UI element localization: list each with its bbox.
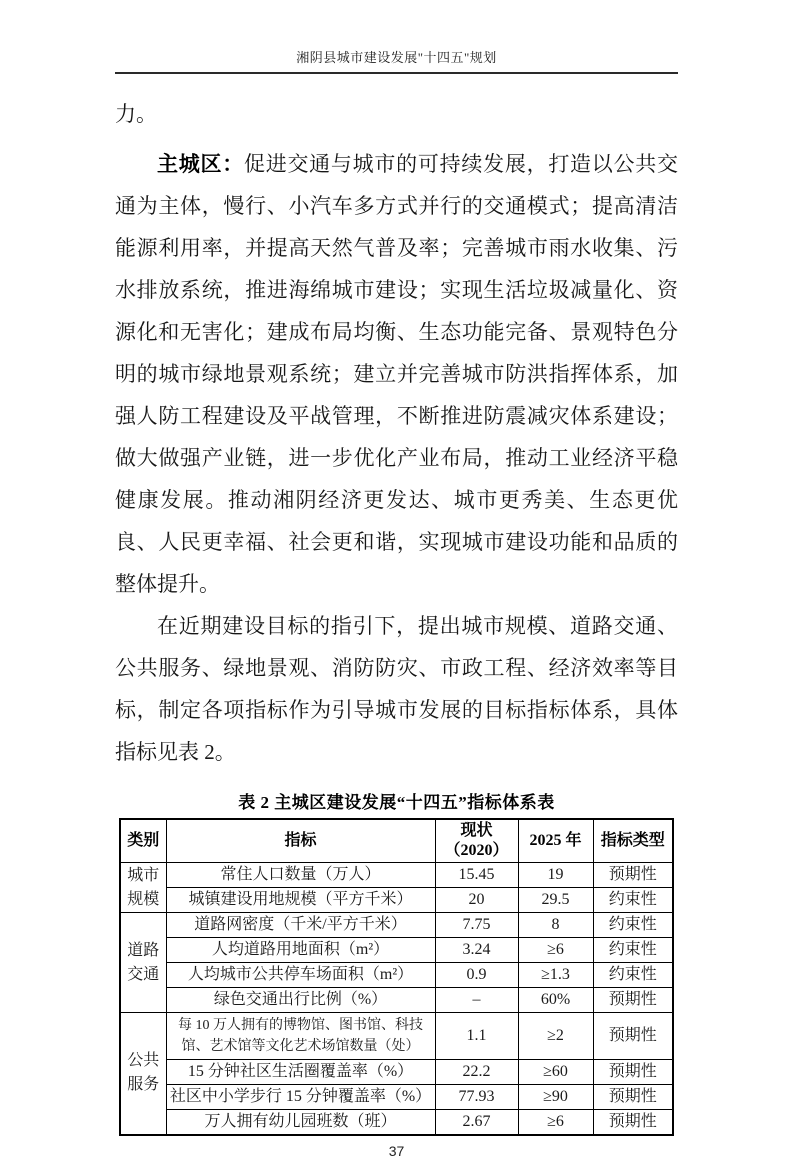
table-row [120, 988, 673, 1013]
cell-type: 约束性 [593, 888, 673, 913]
cell-target: ≥6 [518, 938, 593, 963]
cell-current: 15.45 [435, 863, 518, 888]
table-row [120, 938, 673, 963]
cell-indicator: 道路网密度（千米/平方千米） [166, 913, 435, 938]
cell-type: 约束性 [593, 938, 673, 963]
cell-target: 19 [518, 863, 593, 888]
table-row [120, 1060, 673, 1085]
cell-type: 约束性 [593, 913, 673, 938]
header-cell-category: 类别 [120, 819, 166, 863]
cell-type: 预期性 [593, 988, 673, 1013]
header-title: 湘阴县城市建设发展"十四五"规划 [296, 50, 497, 65]
header-cell-current [435, 819, 518, 863]
cell-category-road-traffic: 道路交通 [120, 913, 166, 1013]
cell-current: 22.2 [435, 1060, 518, 1085]
paragraph-body-text: 促进交通与城市的可持续发展，打造以公共交通为主体，慢行、小汽车多方式并行的交通模式；提高清洁能源利用率，并提高天然气普及率；完善城市雨水收集、污水排放系统，推进海绵城市建设；实现生活垃圾减量化、资源化和无害化；建成布局均衡、生态功能完备、景观特色分明的城市绿地景观系统；建立并完善城市防洪指挥体系，加强人防工程建设及平战管理，不断推进防震减灾体系建设；做大做强产业链，进一步优化产业布局，推动工业经济平稳健康发展。推动湘阴经济更发达、城市更秀美、生态更优良、人民更幸福、社会更和谐，实现城市建设功能和品质的整体提升。 [115, 152, 679, 596]
cell-category-city-scale: 城市规模 [120, 863, 166, 913]
page-number: 37 [388, 1142, 405, 1159]
cell-target: ≥6 [518, 1110, 593, 1135]
cell-target: ≥1.3 [518, 963, 593, 988]
cell-indicator: 人均城市公共停车场面积（m²） [166, 963, 435, 988]
paragraph-continuation: 力。 [115, 102, 157, 126]
cell-current: 1.1 [435, 1013, 518, 1060]
cell-category-public-service: 公共服务 [120, 1013, 166, 1135]
cell-type: 预期性 [593, 1013, 673, 1060]
cell-type: 预期性 [593, 1110, 673, 1135]
cell-indicator: 人均道路用地面积（m²） [166, 938, 435, 963]
cell-target: ≥2 [518, 1013, 593, 1060]
header-cell-target: 2025 年 [518, 819, 593, 863]
cell-indicator: 绿色交通出行比例（%） [166, 988, 435, 1013]
table-row [120, 888, 673, 913]
cell-current: 2.67 [435, 1110, 518, 1135]
cell-type: 约束性 [593, 963, 673, 988]
table-row [120, 1013, 673, 1060]
table-row [120, 913, 673, 938]
header-cell-type: 指标类型 [593, 819, 673, 863]
cell-target: 60% [518, 988, 593, 1013]
paragraph-goals: 在近期建设目标的指引下，提出城市规模、道路交通、公共服务、绿地景观、消防防灾、市政工程、经济效率等目标，制定各项指标作为引导城市发展的目标指标体系，具体指标见表 2。 [115, 614, 678, 764]
cell-target: 29.5 [518, 888, 593, 913]
cell-target: 8 [518, 913, 593, 938]
cell-indicator: 城镇建设用地规模（平方千米） [166, 888, 435, 913]
table-header-row [120, 819, 673, 863]
cell-current: 20 [435, 888, 518, 913]
cell-indicator: 常住人口数量（万人） [166, 863, 435, 888]
cell-current: 7.75 [435, 913, 518, 938]
table-row [120, 1110, 673, 1135]
table-row [120, 863, 673, 888]
header-current-line1: 现状 [460, 822, 493, 839]
cell-current: 3.24 [435, 938, 518, 963]
table-title: 表 2 主城区建设发展“十四五”指标体系表 [238, 793, 555, 812]
cell-type: 预期性 [593, 863, 673, 888]
cell-indicator: 万人拥有幼儿园班数（班） [166, 1110, 435, 1135]
cell-target: ≥90 [518, 1085, 593, 1110]
indicator-table [119, 818, 674, 1136]
cell-indicator: 15 分钟社区生活圈覆盖率（%） [166, 1060, 435, 1085]
header-cell-indicator: 指标 [166, 819, 435, 863]
cell-type: 预期性 [593, 1060, 673, 1085]
page-content [115, 93, 678, 1159]
paragraph-lead: 主城区： [157, 152, 244, 176]
table-row [120, 1085, 673, 1110]
cell-indicator: 每 10 万人拥有的博物馆、图书馆、科技馆、艺术馆等文化艺术场馆数量（处） [166, 1013, 435, 1060]
cell-current: – [435, 988, 518, 1013]
paragraph-main-city [115, 143, 678, 605]
cell-type: 预期性 [593, 1085, 673, 1110]
cell-target: ≥60 [518, 1060, 593, 1085]
cell-indicator: 社区中小学步行 15 分钟覆盖率（%） [166, 1085, 435, 1110]
table-header [120, 819, 673, 863]
page-header [115, 47, 678, 74]
cell-current: 77.93 [435, 1085, 518, 1110]
table-body [120, 863, 673, 1135]
table-row [120, 963, 673, 988]
header-current-line2: （2020） [444, 842, 509, 859]
cell-current: 0.9 [435, 963, 518, 988]
